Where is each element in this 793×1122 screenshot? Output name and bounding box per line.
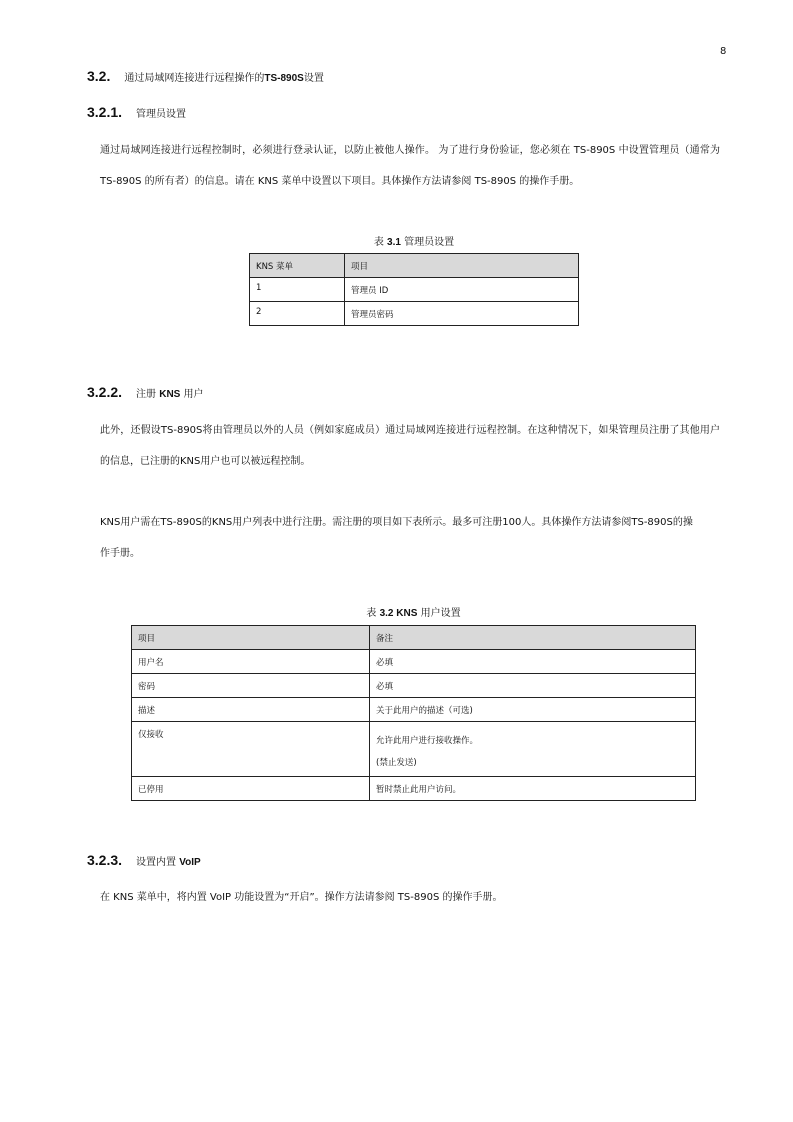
section-title-text: 用户 (180, 389, 204, 400)
table-header-cell: KNS 菜单 (250, 254, 345, 278)
table-cell: 2 (250, 302, 345, 326)
section-number: 3.2.1. (87, 104, 123, 120)
table-cell: 关于此用户的描述（可选) (370, 698, 696, 722)
section-title-text: 通过局域网连接进行远程操作的 (124, 73, 265, 84)
caption-text: 用户设置 (417, 608, 461, 619)
section-title-text: 设置 (303, 73, 324, 84)
table-row (132, 777, 696, 801)
table-row (250, 302, 579, 326)
section-title: 管理员设置 (136, 109, 187, 120)
section-number: 3.2.2. (87, 384, 123, 400)
table-cell: 必填 (370, 650, 696, 674)
section-title (136, 385, 204, 400)
section-title (124, 69, 323, 84)
section-title (136, 853, 201, 868)
admin-settings-table (249, 253, 579, 326)
section-title-text: 设置内置 (136, 857, 180, 868)
kns-users-paragraph-2: KNS用户需在TS-890S的KNS用户列表中进行注册。需注册的项目如下表所示。最多可注册100人。具体操作方法请参阅TS-890S的操作手册。 (100, 517, 693, 559)
table-cell: 描述 (132, 698, 370, 722)
kns-user-settings-table (131, 625, 696, 801)
table-row (132, 698, 696, 722)
admin-settings-paragraph: 通过局域网连接进行远程控制时，必须进行登录认证，以防止被他人操作。 为了进行身份验证，您必须在 TS-890S 中设置管理员（通常为 TS-890S 的所有者）的信息。请在 KNS 菜单中设置以下项目。具体操作方法请参阅 TS-890S 的操作手册。 (100, 145, 720, 187)
table-header-row (132, 626, 696, 650)
table-cell: 管理员密码 (345, 302, 579, 326)
table-cell: 已停用 (132, 777, 370, 801)
caption-text: 管理员设置 (400, 237, 455, 248)
section-title-bold: TS-890S (264, 73, 304, 84)
table-cell: 仅接收 (132, 722, 370, 777)
kns-users-paragraph-1: 此外，还假设TS-890S将由管理员以外的人员（例如家庭成员）通过局域网连接进行远程控制。在这种情况下，如果管理员注册了其他用户的信息，已注册的KNS用户也可以被远程控制。 (100, 425, 720, 467)
table-3-2-caption (131, 604, 696, 619)
section-title-text: 注册 (136, 389, 160, 400)
caption-bold: 3.1 (387, 237, 401, 248)
table-header-cell: 项目 (132, 626, 370, 650)
table-header-cell: 项目 (345, 254, 579, 278)
caption-bold: 3.2 KNS (379, 608, 418, 619)
table-cell: 必填 (370, 674, 696, 698)
section-3-2-1-heading (87, 104, 186, 120)
section-number: 3.2. (87, 68, 111, 84)
table-cell (370, 722, 696, 777)
table-cell: 用户名 (132, 650, 370, 674)
table-cell: 1 (250, 278, 345, 302)
page-number: 8 (720, 46, 727, 57)
table-header-cell: 备注 (370, 626, 696, 650)
section-number: 3.2.3. (87, 852, 123, 868)
section-3-2-heading (87, 68, 324, 84)
table-3-1-caption (249, 233, 579, 248)
table-header-row (250, 254, 579, 278)
table-cell: 管理员 ID (345, 278, 579, 302)
section-title-bold: VoIP (179, 857, 201, 868)
table-row (132, 674, 696, 698)
table-cell: 暂时禁止此用户访问。 (370, 777, 696, 801)
section-3-2-3-heading (87, 852, 201, 868)
section-3-2-2-heading (87, 384, 204, 400)
table-row (132, 722, 696, 777)
section-title-bold: KNS (159, 389, 181, 400)
caption-text: 表 (366, 608, 380, 619)
caption-text: 表 (373, 237, 388, 248)
voip-paragraph: 在 KNS 菜单中，将内置 VoIP 功能设置为“开启”。操作方法请参阅 TS-890S 的操作手册。 (100, 892, 503, 903)
table-row (132, 650, 696, 674)
table-cell-line: (禁止发送) (376, 758, 417, 768)
table-cell-line: 允许此用户进行接收操作。 (376, 736, 479, 746)
table-cell: 密码 (132, 674, 370, 698)
table-row (250, 278, 579, 302)
